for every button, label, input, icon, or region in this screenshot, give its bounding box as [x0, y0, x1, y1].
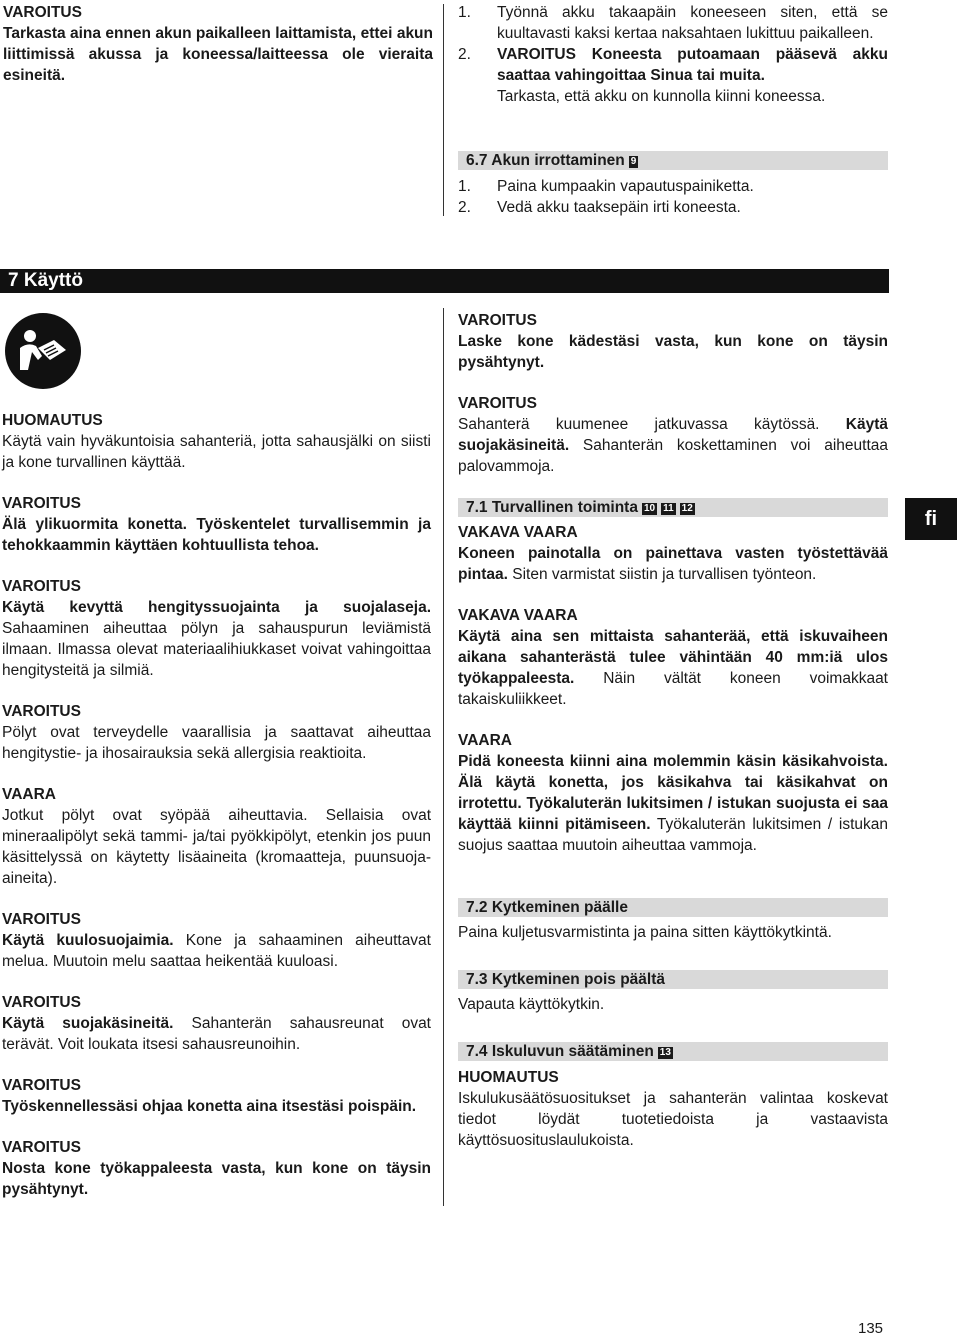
figure-ref: 13 [659, 1047, 671, 1058]
notice-block: HUOMAUTUS Käytä vain hyväkuntoisia sahanteriä, jotta sahausjälki on siisti ja kone turvallinen käyttää. [2, 412, 431, 471]
list-item: 2. Vedä akku taaksepäin irti koneesta. [458, 199, 741, 216]
section-7-3-text: Vapauta käyttökytkin. [458, 996, 605, 1013]
top-right-steps [458, 2, 888, 107]
column-divider-bottom [443, 308, 444, 1206]
figure-ref: 10 [643, 503, 656, 514]
chapter-title: 7 Käyttö [0, 269, 889, 293]
section-header-6-7: 6.7 Akun irrottaminen 9 [458, 151, 888, 170]
warning-block: VAROITUS Käytä kevyttä hengityssuojainta ja suojalaseja. Sahaaminen aiheuttaa pölyn ja sahauspurun leviämistä ilmaan. Ilmassa olevat materiaalihiukkaset voivat vahingoittaa hengitysteitä ja silmiä. [2, 578, 431, 679]
warning-block: VAROITUS Nosta kone työkappaleesta vasta, kun kone on täysin pysähtynyt. [2, 1139, 431, 1198]
section-header-7-1: 7.1 Turvallinen toiminta 10 11 12 [458, 498, 888, 517]
section-6-7-steps [458, 176, 888, 218]
right-column-top [458, 310, 888, 497]
danger-block: VAARA Jotkut pölyt ovat syöpää aiheuttavia. Sellaisia ovat mineraalipölyt sekä tammi- ja/tai pyökkipölyt, etenkin jos puun käsittelyssä on käytetty lisäaineita (kromaatteja, puunsuoja-aineita). [2, 786, 431, 887]
figure-ref: 11 [663, 503, 674, 514]
warning-block: VAROITUS Laske kone kädestäsi vasta, kun kone on täysin pysähtynyt. [458, 312, 888, 371]
warning-block: VAROITUS Työskennellessäsi ohjaa konetta aina itsestäsi poispäin. [2, 1077, 417, 1115]
read-manual-icon [4, 312, 82, 390]
severe-danger-block: VAKAVA VAARA Koneen painotalla on painettava vasten työstettävää pintaa. Siten varmistat siistin ja turvallisen työnteon. [458, 524, 888, 583]
section-7-4-notice: HUOMAUTUS Iskulukusäätösuositukset ja sahanterän valintaa koskevat tiedot löydät tuotetiedoista ja vastaavista käyttösuosituslaulukoista. [458, 1069, 888, 1149]
list-item: 1. Paina kumpaakin vapautuspainiketta. [458, 178, 754, 195]
warning-text: Tarkasta aina ennen akun paikalleen laittamista, ettei akun liittimissä akussa ja koneessa/laitteessa ole vieraita esineitä. [3, 25, 433, 84]
figure-ref: 9 [630, 156, 637, 167]
right-column-mid [458, 522, 888, 876]
section-header-7-4: 7.4 Iskuluvun säätäminen 13 [458, 1042, 888, 1061]
list-item: 2. VAROITUS Koneesta putoamaan pääsevä akku saattaa vahingoittaa Sinua tai muita. Tarkasta, että akku on kunnolla kiinni koneessa. [458, 46, 888, 105]
warning-block: VAROITUS Sahanterä kuumenee jatkuvassa käytössä. Käytä suojakäsineitä. Sahanterän koskettaminen voi aiheuttaa palovammoja. [458, 395, 888, 475]
page-number: 135 [858, 1320, 884, 1337]
language-tab: fi [905, 498, 957, 540]
list-item: 1. Työnnä akku takaapäin koneeseen siten, että se kuultavasti kaksi kertaa naksahtaen lukittuu paikalleen. [458, 4, 888, 42]
danger-block: VAARA Pidä koneesta kiinni aina molemmin käsin käsikahvoista. Älä käytä konetta, jos käsikahva tai käsikahvat on irrotettu. Työkaluterän lukitsimen / istukan suojusta ei saa käyttää kiinni pitämiseen. Työkaluterän lukitsimen / istukan suojus saattaa muutoin aiheuttaa vammoja. [458, 732, 888, 854]
warning-block: VAROITUS Pölyt ovat terveydelle vaarallisia ja saattavat aiheuttaa hengitystie- ja ihosairauksia sekä allergisia reaktioita. [2, 703, 431, 762]
warning-block: VAROITUS Älä ylikuormita konetta. Työskentelet turvallisemmin ja tehokkaammin käyttäen kohtuullista tehoa. [2, 495, 431, 554]
left-column [2, 410, 431, 1220]
top-left-warning [3, 2, 433, 86]
section-header-7-3: 7.3 Kytkeminen pois päältä [458, 970, 888, 989]
warning-label: VAROITUS [3, 4, 82, 21]
figure-ref: 12 [681, 503, 693, 514]
warning-block: VAROITUS Käytä kuulosuojaimia. Kone ja sahaaminen aiheuttavat melua. Muutoin melu saattaa heikentää kuuloasi. [2, 911, 431, 970]
warning-block: VAROITUS Käytä suojakäsineitä. Sahanterän sahausreunat ovat terävät. Voit loukata itsesi sahausreunoihin. [2, 994, 431, 1053]
severe-danger-block: VAKAVA VAARA Käytä aina sen mittaista sahanterää, että iskuvaiheen aikana sahanterästä tulee vähintään 40 mm:iä ulos työkappaleesta. Näin vältät koneen voimakkaat takaiskuliikkeet. [458, 607, 888, 708]
section-header-7-2: 7.2 Kytkeminen päälle [458, 898, 888, 917]
column-divider-top [443, 4, 444, 216]
section-7-2-text: Paina kuljetusvarmistinta ja paina sitten käyttökytkintä. [458, 924, 832, 941]
